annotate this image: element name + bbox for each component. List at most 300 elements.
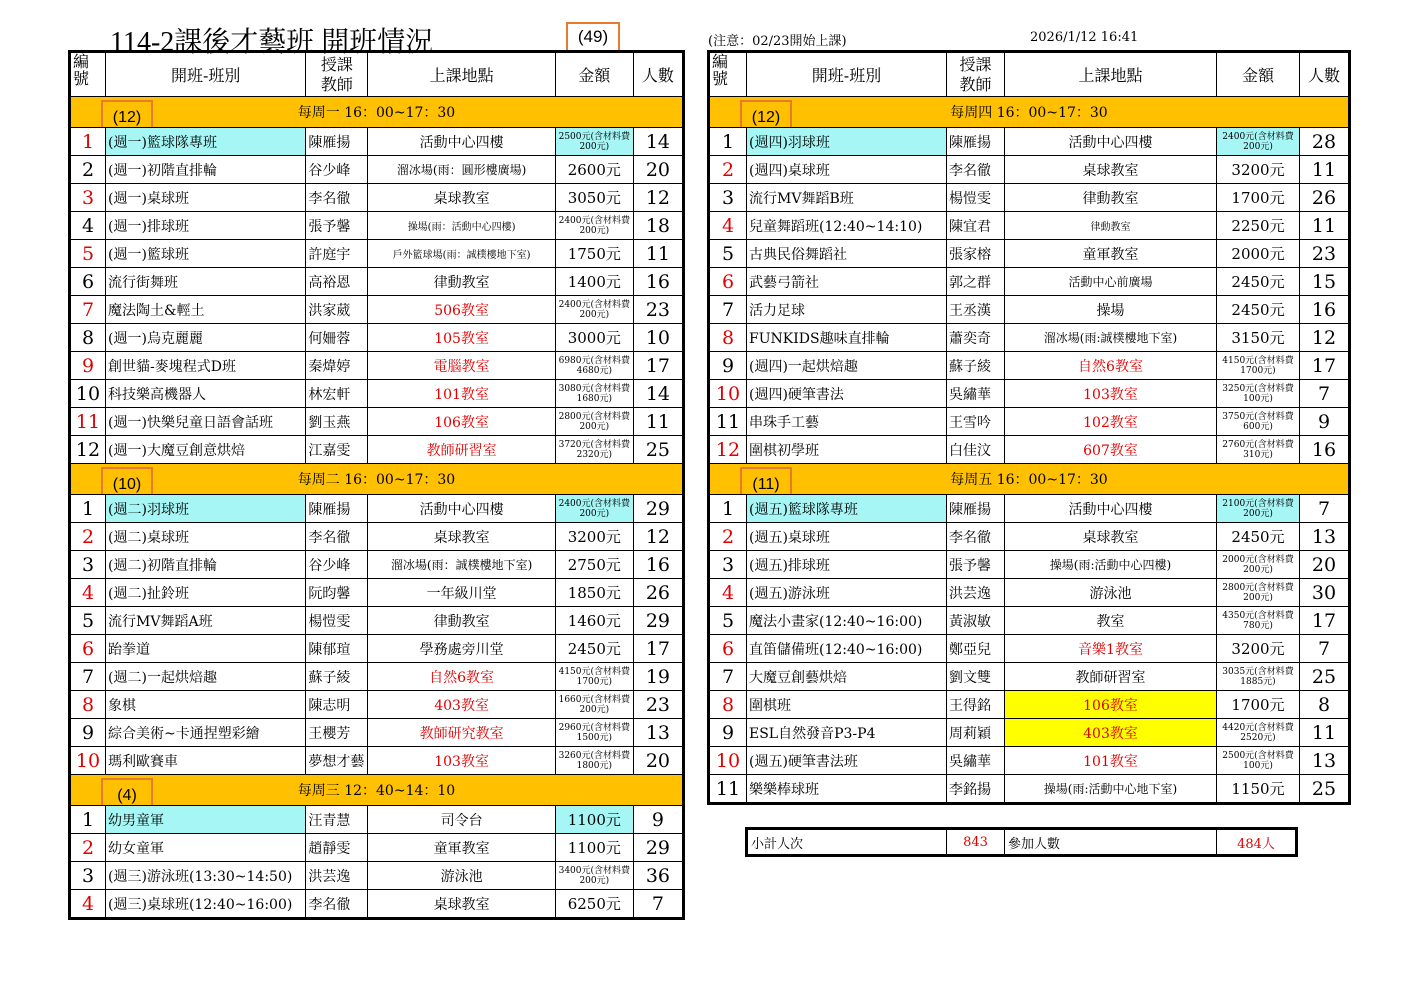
section-time-label: 每周五 16：00~17：30 [950,472,1108,488]
class-row [70,834,684,862]
class-number: 5 [70,607,106,635]
teacher-name: 王得銘 [947,691,1005,719]
class-row [709,579,1350,607]
class-location: 桌球教室 [368,184,555,212]
class-fee: 2450元 [1217,523,1300,551]
class-location: 游泳池 [1005,579,1217,607]
class-location: 活動中心四樓 [368,495,555,523]
teacher-name: 蕭奕奇 [947,324,1005,352]
class-location: 活動中心四樓 [1005,128,1217,156]
class-name: 古典民俗舞蹈社 [747,240,947,268]
teacher-name: 秦煒婷 [306,352,368,380]
class-number: 10 [709,380,747,408]
class-location: 律動教室 [1005,184,1217,212]
class-number: 5 [709,607,747,635]
class-row [709,408,1350,436]
class-row [709,212,1350,240]
class-row [709,691,1350,719]
class-number: 4 [709,212,747,240]
class-name: (週二)初階直排輪 [106,551,306,579]
enrollment-count: 11 [633,240,683,268]
class-number: 7 [709,663,747,691]
timestamp: 2026/1/12 16:41 [1030,30,1139,45]
class-fee: 2000元(含材料費200元) [1217,551,1300,579]
enrollment-count: 13 [1300,747,1350,775]
class-number: 10 [70,380,106,408]
teacher-name: 阮昀馨 [306,579,368,607]
class-fee: 2400元(含材料費200元) [555,212,633,240]
class-row [709,268,1350,296]
class-name: 串珠手工藝 [747,408,947,436]
class-number: 7 [709,296,747,324]
class-number: 7 [70,296,106,324]
class-row [70,691,684,719]
class-fee: 4150元(含材料費1700元) [555,663,633,691]
class-number: 3 [70,551,106,579]
class-name: (週一)快樂兒童日語會話班 [106,408,306,436]
enrollment-count: 7 [1300,635,1350,663]
class-number: 6 [70,268,106,296]
class-row [70,156,684,184]
class-location: 律動教室 [368,268,555,296]
class-name: (週一)排球班 [106,212,306,240]
teacher-name: 陳志明 [306,691,368,719]
teacher-name: 李名徹 [947,156,1005,184]
enrollment-count: 25 [1300,775,1350,804]
class-name: (週二)桌球班 [106,523,306,551]
class-fee: 3250元(含材料費100元) [1217,380,1300,408]
class-location: 607教室 [1005,436,1217,464]
teacher-name: 陳雁揚 [947,495,1005,523]
teacher-name: 楊愷雯 [947,184,1005,212]
class-fee: 3150元 [1217,324,1300,352]
summary-table [745,827,1298,857]
class-name: (週四)一起烘焙趣 [747,352,947,380]
class-number: 3 [70,184,106,212]
enrollment-count: 19 [633,663,683,691]
section-header-row [70,464,684,495]
class-row [70,436,684,464]
enrollment-count: 20 [633,747,683,775]
class-fee: 2760元(含材料費310元) [1217,436,1300,464]
teacher-name: 劉玉燕 [306,408,368,436]
class-number: 1 [70,495,106,523]
right-table-body [709,97,1350,804]
class-fee: 2800元(含材料費200元) [555,408,633,436]
class-row [70,523,684,551]
class-location: 教師研究教室 [368,719,555,747]
class-number: 7 [70,663,106,691]
class-number: 1 [709,128,747,156]
class-row [70,806,684,834]
section-count-badge: (12) [101,100,153,128]
class-name: 魔法小畫家(12:40~16:00) [747,607,947,635]
class-location: 106教室 [1005,691,1217,719]
enrollment-count: 17 [1300,607,1350,635]
class-location: 溜冰場(雨：誠樸樓地下室) [368,551,555,579]
right-schedule-table [707,50,1351,805]
enrollment-count: 30 [1300,579,1350,607]
teacher-name: 林宏軒 [306,380,368,408]
section-header [709,97,1350,128]
teacher-name: 張家榕 [947,240,1005,268]
class-location: 活動中心前廣場 [1005,268,1217,296]
class-fee: 3050元 [555,184,633,212]
class-row [709,184,1350,212]
class-fee: 1700元 [1217,184,1300,212]
class-location: 操場(雨：活動中心四樓) [368,212,555,240]
class-location: 103教室 [368,747,555,775]
class-row [70,495,684,523]
teacher-name: 洪家葳 [306,296,368,324]
enrollment-count: 7 [1300,380,1350,408]
class-row [709,775,1350,804]
class-fee: 3200元 [1217,156,1300,184]
subtotal-label: 小計人次 [747,829,947,856]
teacher-name: 李名徹 [306,890,368,919]
class-number: 9 [709,352,747,380]
header-class: 開班-班別 [106,52,306,97]
class-location: 電腦教室 [368,352,555,380]
teacher-name: 劉文雙 [947,663,1005,691]
class-fee: 3400元(含材料費200元) [555,862,633,890]
class-row [70,862,684,890]
enrollment-count: 13 [1300,523,1350,551]
class-fee: 3035元(含材料費1885元) [1217,663,1300,691]
class-number: 2 [709,523,747,551]
class-number: 11 [709,775,747,804]
teacher-name: 張予馨 [947,551,1005,579]
class-fee: 2500元(含材料費200元) [555,128,633,156]
teacher-name: 蘇子綾 [306,663,368,691]
enrollment-count: 36 [633,862,683,890]
class-location: 自然6教室 [368,663,555,691]
class-fee: 2960元(含材料費1500元) [555,719,633,747]
teacher-name: 鄭亞兒 [947,635,1005,663]
enrollment-count: 9 [1300,408,1350,436]
class-location: 105教室 [368,324,555,352]
section-header-row [709,464,1350,495]
class-location: 操場(雨:活動中心地下室) [1005,775,1217,804]
class-number: 11 [709,408,747,436]
header-no: 編 號 [70,52,106,97]
class-number: 9 [70,352,106,380]
class-name: 武藝弓箭社 [747,268,947,296]
class-location: 童軍教室 [368,834,555,862]
class-fee: 2400元(含材料費200元) [555,495,633,523]
class-fee: 4420元(含材料費2520元) [1217,719,1300,747]
class-fee: 4350元(含材料費780元) [1217,607,1300,635]
header-count: 人數 [1300,52,1350,97]
header-teacher: 授課 教師 [947,52,1005,97]
section-header [709,464,1350,495]
left-table-body [70,97,684,919]
class-fee: 3000元 [555,324,633,352]
class-fee: 2000元 [1217,240,1300,268]
enrollment-count: 16 [1300,436,1350,464]
class-location: 戶外籃球場(雨：誠樸樓地下室) [368,240,555,268]
class-row [709,380,1350,408]
class-location: 桌球教室 [368,890,555,919]
teacher-name: 陳郁瑄 [306,635,368,663]
class-fee: 1660元(含材料費200元) [555,691,633,719]
class-location: 102教室 [1005,408,1217,436]
class-number: 9 [709,719,747,747]
teacher-name: 王雪吟 [947,408,1005,436]
enrollment-count: 17 [633,635,683,663]
class-number: 2 [709,156,747,184]
enrollment-count: 20 [633,156,683,184]
class-row [709,523,1350,551]
class-location: 106教室 [368,408,555,436]
teacher-name: 洪芸逸 [306,862,368,890]
class-fee: 1750元 [555,240,633,268]
class-fee: 1100元 [555,834,633,862]
header-fee: 金額 [555,52,633,97]
class-row [709,551,1350,579]
teacher-name: 李銘揚 [947,775,1005,804]
class-fee: 1100元 [555,806,633,834]
enrollment-count: 8 [1300,691,1350,719]
class-location: 教室 [1005,607,1217,635]
enrollment-count: 14 [633,128,683,156]
class-number: 6 [70,635,106,663]
class-location: 桌球教室 [368,523,555,551]
class-fee: 2100元(含材料費200元) [1217,495,1300,523]
section-count-badge: (11) [740,467,792,495]
class-name: 活力足球 [747,296,947,324]
enrollment-count: 12 [1300,324,1350,352]
teacher-name: 趙靜雯 [306,834,368,862]
class-name: (週四)羽球班 [747,128,947,156]
teacher-name: 吳繡華 [947,747,1005,775]
class-location: 童軍教室 [1005,240,1217,268]
class-name: 科技樂高機器人 [106,380,306,408]
enrollment-count: 23 [633,296,683,324]
class-location: 教師研習室 [1005,663,1217,691]
class-row [70,380,684,408]
header-class: 開班-班別 [747,52,947,97]
class-number: 12 [709,436,747,464]
class-name: (週四)硬筆書法 [747,380,947,408]
teacher-name: 汪青慧 [306,806,368,834]
class-row [709,240,1350,268]
enrollment-count: 11 [1300,212,1350,240]
class-fee: 1850元 [555,579,633,607]
page-title: 114-2課後才藝班 開班情況 [110,27,434,58]
class-row [709,436,1350,464]
header-location: 上課地點 [368,52,555,97]
teacher-name: 谷少峰 [306,551,368,579]
enrollment-count: 12 [633,523,683,551]
enrollment-count: 25 [1300,663,1350,691]
class-row [70,352,684,380]
teacher-name: 王丞漢 [947,296,1005,324]
section-header-row [70,775,684,806]
section-header-row [70,97,684,128]
enrollment-count: 28 [1300,128,1350,156]
class-name: 流行MV舞蹈B班 [747,184,947,212]
class-name: 象棋 [106,691,306,719]
class-fee: 6980元(含材料費4680元) [555,352,633,380]
section-header [70,464,684,495]
teacher-name: 吳繡華 [947,380,1005,408]
class-number: 2 [70,834,106,862]
class-fee: 1400元 [555,268,633,296]
class-row [709,607,1350,635]
class-name: (週一)籃球隊專班 [106,128,306,156]
class-fee: 2800元(含材料費200元) [1217,579,1300,607]
teacher-name: 李名徹 [306,523,368,551]
enrollment-count: 16 [1300,296,1350,324]
class-number: 8 [709,324,747,352]
enrollment-count: 18 [633,212,683,240]
class-name: 流行街舞班 [106,268,306,296]
header-count: 人數 [633,52,683,97]
enrollment-count: 20 [1300,551,1350,579]
teacher-name: 白佳汶 [947,436,1005,464]
class-name: 創世貓-麥塊程式D班 [106,352,306,380]
class-fee: 6250元 [555,890,633,919]
class-name: (週一)桌球班 [106,184,306,212]
class-fee: 3200元 [555,523,633,551]
class-number: 2 [70,156,106,184]
class-fee: 1460元 [555,607,633,635]
teacher-name: 張予馨 [306,212,368,240]
class-fee: 3260元(含材料費1800元) [555,747,633,775]
class-fee: 1700元 [1217,691,1300,719]
class-location: 自然6教室 [1005,352,1217,380]
class-location: 操場(雨:活動中心四樓) [1005,551,1217,579]
header-location: 上課地點 [1005,52,1217,97]
section-count-badge: (10) [101,467,153,495]
class-name: 魔法陶土&輕土 [106,296,306,324]
class-number: 3 [70,862,106,890]
class-name: (週五)硬筆書法班 [747,747,947,775]
class-location: 活動中心四樓 [368,128,555,156]
enrollment-count: 9 [633,806,683,834]
enrollment-count: 11 [1300,719,1350,747]
class-row [70,579,684,607]
class-number: 1 [70,806,106,834]
teacher-name: 谷少峰 [306,156,368,184]
enrollment-count: 11 [1300,156,1350,184]
class-name: FUNKIDS趣味直排輪 [747,324,947,352]
class-name: ESL自然發音P3-P4 [747,719,947,747]
enrollment-count: 7 [1300,495,1350,523]
class-name: 跆拳道 [106,635,306,663]
section-count-badge: (4) [101,778,153,806]
class-location: 溜冰場(雨：圓形樓廣場) [368,156,555,184]
class-fee: 2450元 [1217,296,1300,324]
section-count-badge: (12) [740,100,792,128]
class-row [70,268,684,296]
class-row [70,240,684,268]
class-fee: 3080元(含材料費1680元) [555,380,633,408]
header-no: 編 號 [709,52,747,97]
class-number: 8 [709,691,747,719]
class-location: 司令台 [368,806,555,834]
class-row [70,324,684,352]
class-row [709,128,1350,156]
teacher-name: 周莉穎 [947,719,1005,747]
section-time-label: 每周三 12：40~14：10 [297,783,456,799]
enrollment-count: 11 [633,408,683,436]
teacher-name: 洪芸逸 [947,579,1005,607]
class-number: 3 [709,551,747,579]
class-fee: 3720元(含材料費2320元) [555,436,633,464]
class-location: 律動教室 [368,607,555,635]
teacher-name: 何姍蓉 [306,324,368,352]
enrollment-count: 26 [633,579,683,607]
class-fee: 1150元 [1217,775,1300,804]
enrollment-count: 14 [633,380,683,408]
teacher-name: 郭之群 [947,268,1005,296]
class-row [70,128,684,156]
class-name: 流行MV舞蹈A班 [106,607,306,635]
class-name: 樂樂棒球班 [747,775,947,804]
left-schedule-table [68,50,685,920]
section-header [70,97,684,128]
class-row [70,184,684,212]
class-name: (週一)烏克麗麗 [106,324,306,352]
enrollment-count: 12 [633,184,683,212]
class-row [709,352,1350,380]
class-number: 11 [70,408,106,436]
class-location: 506教室 [368,296,555,324]
enrollment-count: 10 [633,324,683,352]
class-row [70,635,684,663]
class-name: (週三)游泳班(13:30~14:50) [106,862,306,890]
class-name: 圍棋班 [747,691,947,719]
class-row [709,324,1350,352]
class-fee: 4150元(含材料費1700元) [1217,352,1300,380]
class-number: 2 [70,523,106,551]
teacher-name: 許庭宇 [306,240,368,268]
enrollment-count: 15 [1300,268,1350,296]
class-name: (週一)大魔豆創意烘焙 [106,436,306,464]
class-location: 操場 [1005,296,1217,324]
class-name: (週四)桌球班 [747,156,947,184]
subtotal-value: 843 [947,829,1005,856]
class-row [709,663,1350,691]
class-name: (週一)籃球班 [106,240,306,268]
class-row [709,296,1350,324]
header-row [70,52,684,97]
class-number: 9 [70,719,106,747]
teacher-name: 江嘉雯 [306,436,368,464]
class-name: 直笛儲備班(12:40~16:00) [747,635,947,663]
class-number: 4 [70,890,106,919]
class-number: 6 [709,268,747,296]
class-number: 8 [70,691,106,719]
enrollment-count: 23 [1300,240,1350,268]
class-number: 4 [709,579,747,607]
class-location: 桌球教室 [1005,523,1217,551]
section-time-label: 每周四 16：00~17：30 [950,105,1108,121]
class-number: 3 [709,184,747,212]
enrollment-count: 13 [633,719,683,747]
class-name: (週五)桌球班 [747,523,947,551]
teacher-name: 陳雁揚 [306,128,368,156]
class-name: (週一)初階直排輪 [106,156,306,184]
class-name: 幼女童軍 [106,834,306,862]
class-number: 4 [70,579,106,607]
class-row [709,156,1350,184]
teacher-name: 陳雁揚 [947,128,1005,156]
teacher-name: 王櫻芳 [306,719,368,747]
class-row [70,212,684,240]
